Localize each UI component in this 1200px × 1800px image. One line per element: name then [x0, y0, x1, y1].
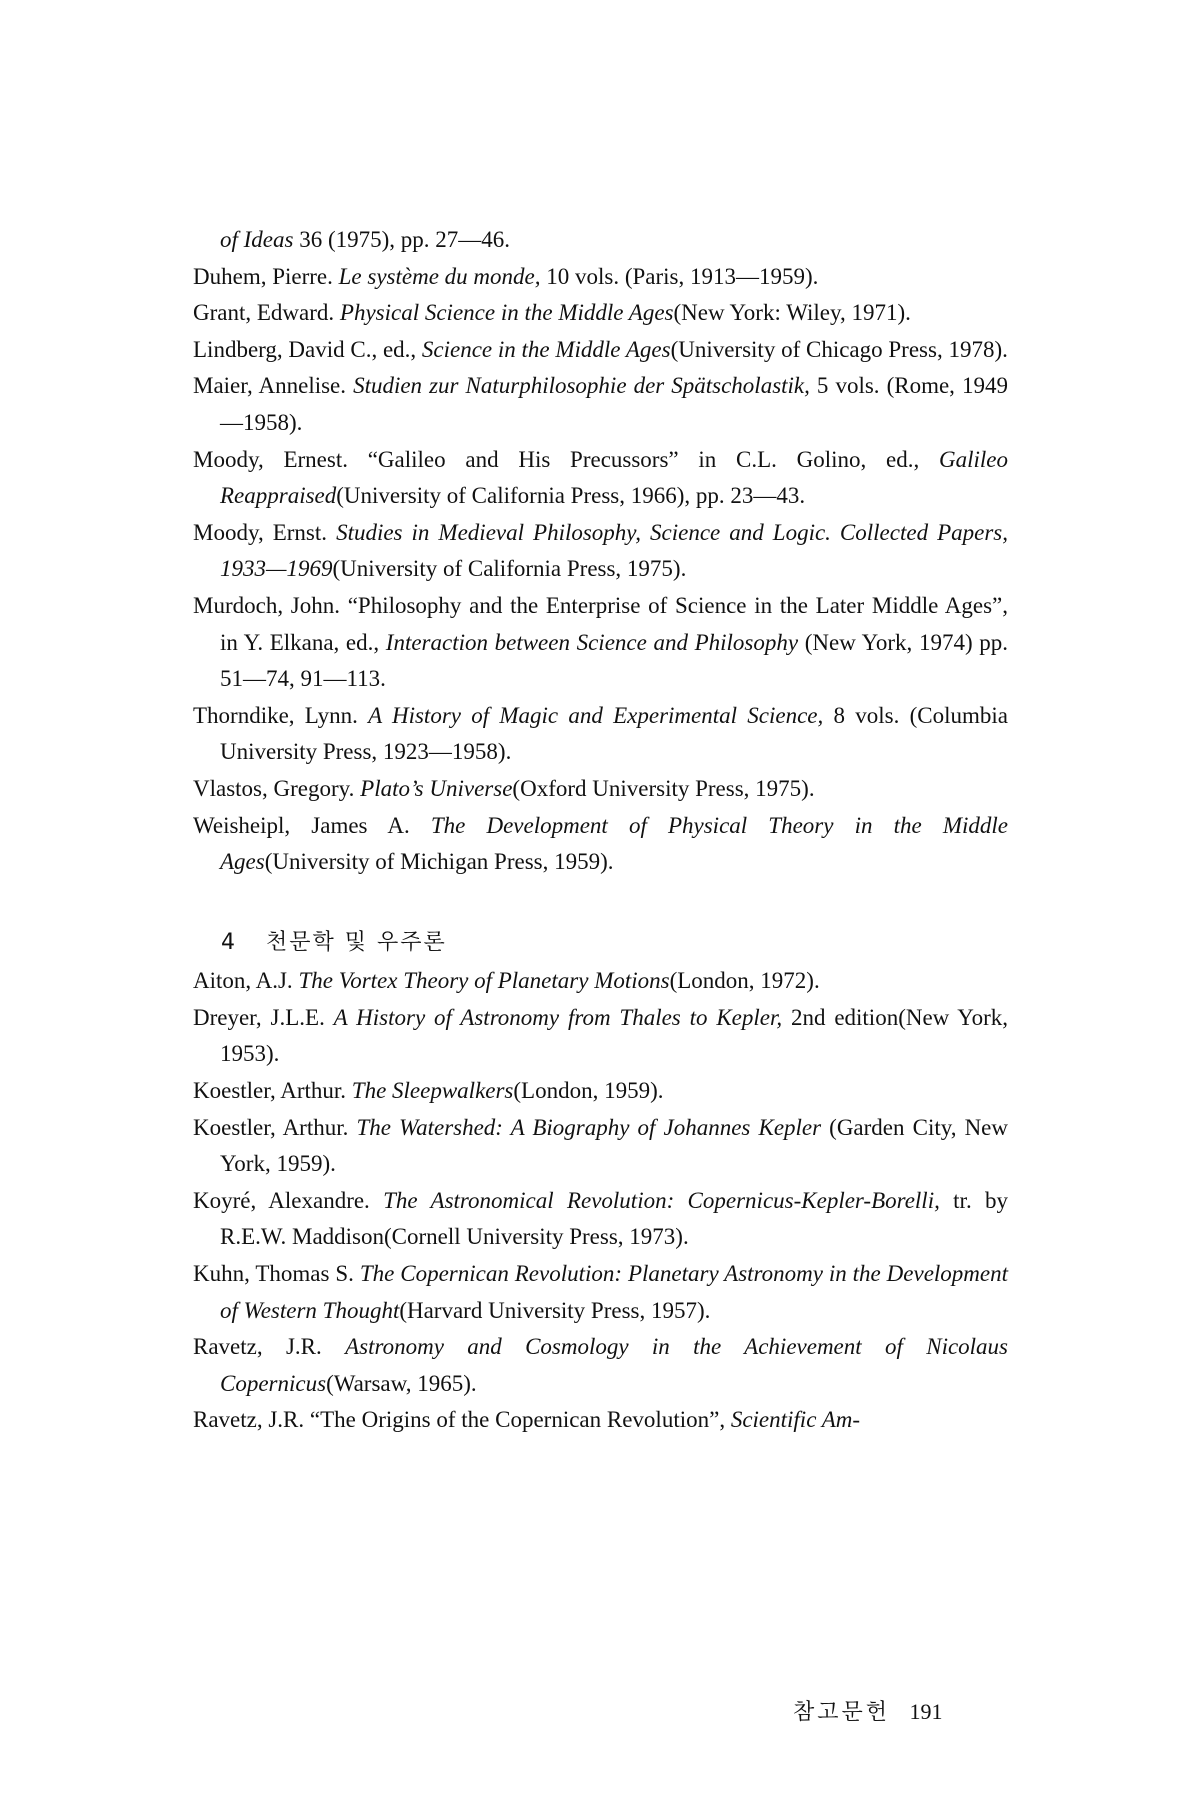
reference-text: Ravetz, J.R. — [193, 1334, 346, 1360]
reference-entry — [193, 515, 1008, 588]
section-heading — [221, 925, 1008, 962]
bibliography-list-astronomy — [193, 963, 1008, 1439]
reference-entry — [193, 295, 1008, 332]
reference-details: (London, 1959). — [513, 1078, 664, 1104]
reference-details: (Warsaw, 1965). — [326, 1370, 477, 1396]
reference-title: The Watershed: A Biography of Johannes Kepler — [356, 1114, 822, 1140]
reference-text: Koestler, Arthur. — [193, 1114, 357, 1140]
reference-entry — [193, 222, 1008, 259]
reference-entry — [193, 1110, 1008, 1183]
reference-title: Le système du monde, — [338, 263, 541, 289]
reference-details: (University of Michigan Press, 1959). — [264, 849, 614, 875]
reference-details: (Garden City, New York, 1959). — [220, 1114, 1008, 1177]
reference-entry — [193, 259, 1008, 296]
bibliography — [193, 222, 1008, 1439]
reference-details: 10 vols. (Paris, 1913—1959). — [540, 263, 819, 289]
reference-entry — [193, 808, 1008, 881]
reference-entry — [193, 1183, 1008, 1256]
reference-title: Astronomy and Cosmology in the Achievement of Nicolaus Copernicus — [220, 1334, 1009, 1396]
reference-entry — [193, 698, 1008, 771]
reference-text: Thorndike, Lynn. — [193, 702, 369, 728]
reference-details: (University of California Press, 1966), pp. 23—43. — [336, 483, 806, 509]
reference-title: The Development of Physical Theory in the Middle Ages — [220, 812, 1008, 875]
reference-title: The Vortex Theory of Planetary Motions — [298, 968, 670, 994]
reference-details: (University of Chicago Press, 1978). — [670, 336, 1008, 362]
reference-text: Moody, Ernest. “Galileo and His Precussors” in C.L. Golino, ed., — [193, 446, 939, 472]
reference-text: Koyré, Alexandre. — [193, 1187, 384, 1213]
reference-text: Moody, Ernst. — [193, 519, 337, 545]
reference-text: Ravetz, J.R. “The Origins of the Copernican Revolution”, — [193, 1407, 731, 1433]
reference-title: of Ideas — [220, 227, 294, 252]
reference-entry — [193, 332, 1008, 369]
reference-title: Plato’s Universe — [360, 775, 513, 801]
reference-text: Koestler, Arthur. — [193, 1078, 352, 1104]
reference-title: Studies in Medieval Philosophy, Science and Logic. Collected Papers, 1933—1969 — [220, 519, 1008, 582]
reference-text: Dreyer, J.L.E. — [193, 1004, 334, 1030]
reference-details: (New York, 1974) pp. 51—74, 91—113. — [220, 629, 1008, 692]
reference-entry — [193, 1256, 1008, 1329]
reference-title: A History of Astronomy from Thales to Kepler, — [333, 1004, 783, 1030]
reference-details: (Harvard University Press, 1957). — [399, 1297, 711, 1323]
reference-entry — [193, 1402, 1008, 1439]
reference-title: The Astronomical Revolution: Copernicus-Kepler-Borelli, — [383, 1187, 940, 1213]
reference-text: Vlastos, Gregory. — [193, 775, 361, 801]
bibliography-list-medieval-science — [193, 222, 1008, 881]
reference-text: Duhem, Pierre. — [193, 263, 339, 289]
reference-entry — [193, 1073, 1008, 1110]
reference-text: Grant, Edward. — [193, 300, 340, 326]
reference-details: (New York: Wiley, 1971). — [673, 300, 911, 326]
section-title: 천문학 및 우주론 — [265, 929, 447, 955]
reference-details: (University of California Press, 1975). — [332, 556, 687, 582]
reference-title: The Sleepwalkers — [351, 1078, 514, 1104]
reference-entry — [193, 368, 1008, 441]
reference-text: Kuhn, Thomas S. — [193, 1261, 360, 1287]
reference-title: Studien zur Naturphilosophie der Spätscholastik, — [353, 373, 810, 399]
reference-text: Weisheipl, James A. — [193, 812, 431, 838]
page-footer — [793, 1695, 943, 1726]
reference-details: 8 vols. (Columbia University Press, 1923—1958). — [220, 702, 1008, 765]
reference-text: Maier, Annelise. — [193, 373, 354, 399]
section-number: 4 — [221, 929, 237, 955]
reference-entry — [193, 963, 1008, 1000]
reference-entry — [193, 1000, 1008, 1073]
reference-entry — [193, 588, 1008, 698]
reference-title: Physical Science in the Middle Ages — [339, 300, 674, 326]
page-number: 191 — [909, 1699, 943, 1724]
reference-title: Galileo Reappraised — [220, 446, 1008, 509]
reference-details: tr. by R.E.W. Maddison(Cornell University Press, 1973). — [220, 1187, 1009, 1250]
reference-title: Science in the Middle Ages — [421, 336, 671, 362]
footer-title: 참고문헌 — [793, 1700, 891, 1725]
reference-details: (Oxford University Press, 1975). — [512, 775, 815, 801]
reference-entry — [193, 442, 1008, 515]
reference-details: 2nd edition(New York, 1953). — [220, 1004, 1008, 1067]
reference-details: 5 vols. (Rome, 1949—1958). — [220, 373, 1008, 435]
reference-title: The Copernican Revolution: Planetary Astronomy in the Development of Western Thought — [220, 1261, 1008, 1323]
reference-text: Murdoch, John. “Philosophy and the Enterprise of Science in the Later Middle Ages”, in Y. Elkana, ed., — [193, 592, 1008, 655]
reference-text: Aiton, A.J. — [193, 968, 299, 994]
reference-details: 36 (1975), pp. 27—46. — [293, 227, 511, 252]
reference-details: (London, 1972). — [669, 968, 820, 994]
reference-text: Lindberg, David C., ed., — [193, 336, 422, 362]
reference-entry — [193, 771, 1008, 808]
reference-title: Interaction between Science and Philosophy — [385, 629, 799, 655]
reference-entry — [193, 1329, 1008, 1402]
reference-title: A History of Magic and Experimental Science, — [368, 702, 824, 728]
reference-title: Scientific Am- — [730, 1407, 861, 1433]
